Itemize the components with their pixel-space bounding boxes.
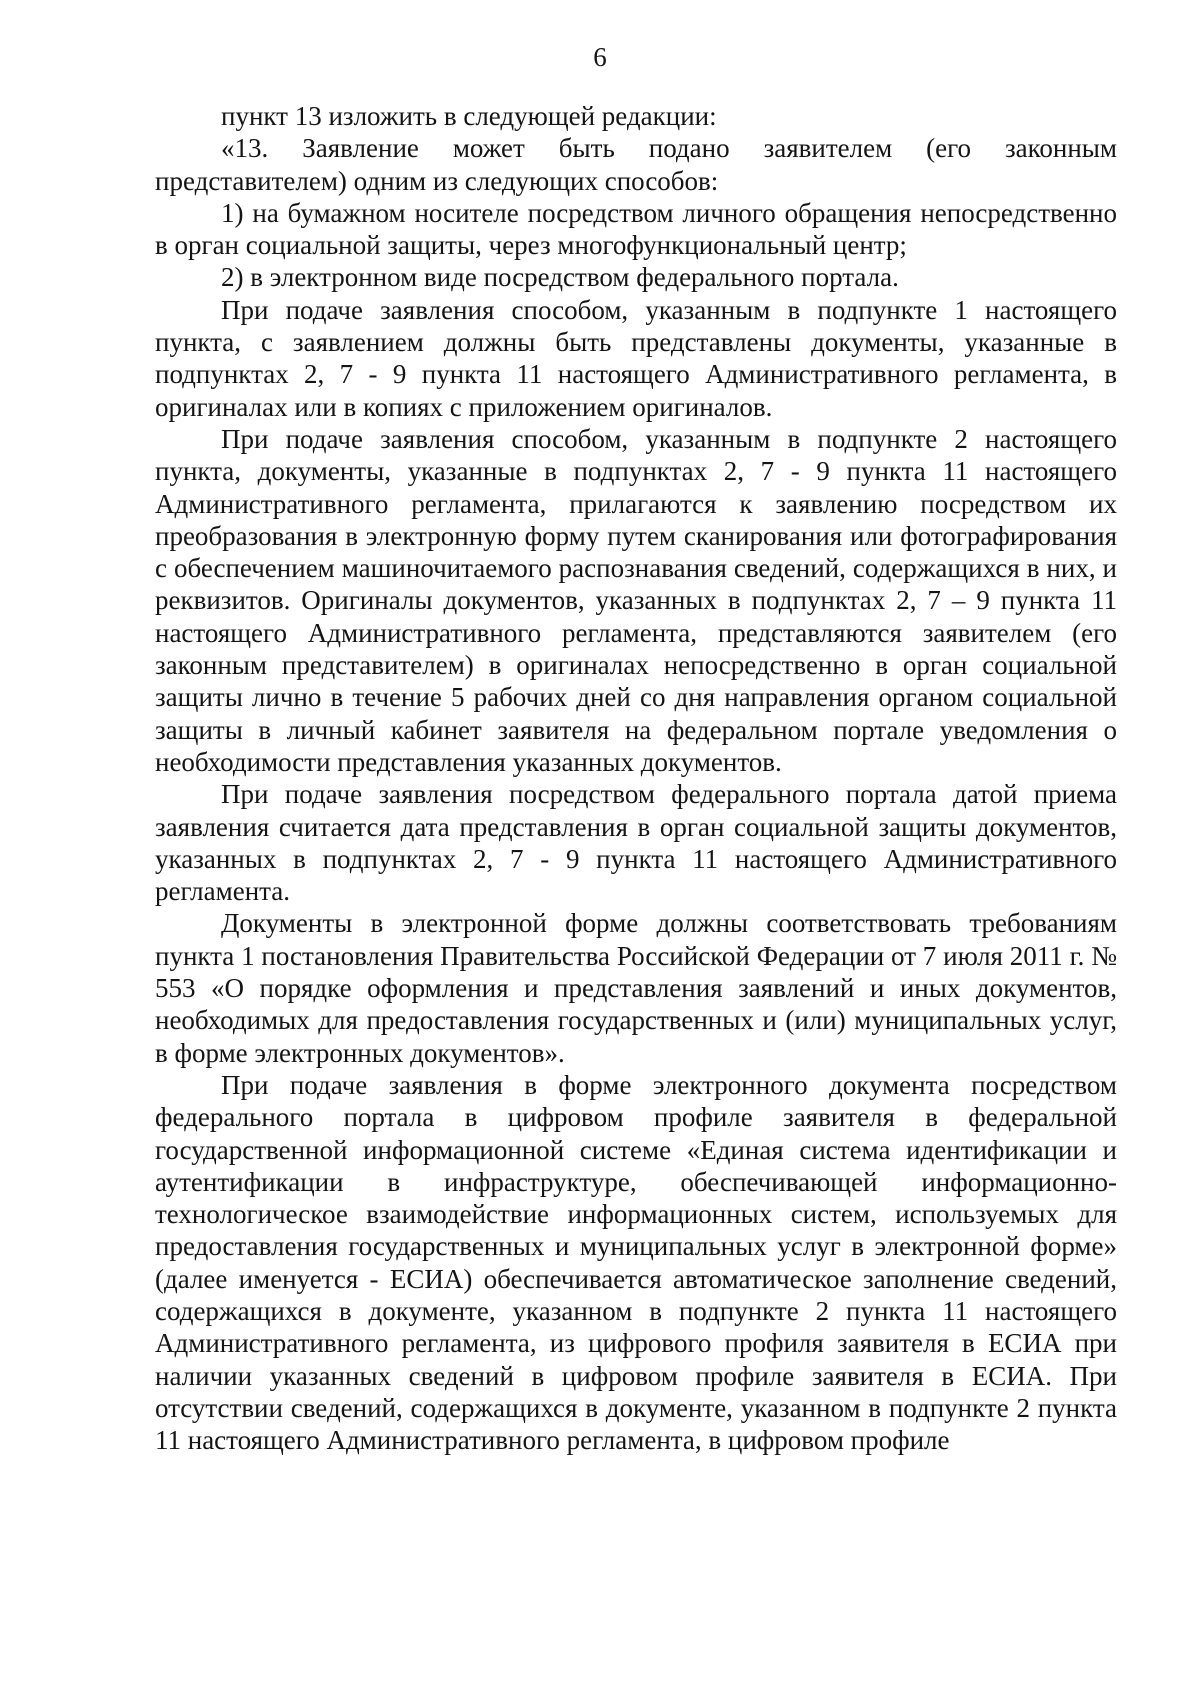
paragraph-method-1: 1) на бумажном носителе посредством личного обращения непосредственно в орган социальной защиты, через многофункциональный центр;	[155, 197, 1117, 261]
paragraph-intro: пункт 13 изложить в следующей редакции:	[221, 101, 717, 131]
page-number: 6	[593, 42, 607, 72]
paragraph-esia: При подаче заявления в форме электронного документа посредством федерального портала в цифровом профиле заявителя в федеральной государственной информационной системе «Единая система идентификации и аутентификации в инфраструктуре, обеспечивающей информационно-технологическое взаимодействие информационных систем, используемых для предоставления государственных и муниципальных услуг в электронной форме» (далее именуется - ЕСИА) обеспечивается автоматическое заполнение сведений, содержащихся в документе, указанном в подпункте 2 пункта 11 настоящего Административного регламента, из цифрового профиля заявителя в ЕСИА при наличии указанных сведений в цифровом профиле заявителя в ЕСИА. При отсутствии сведений, содержащихся в документе, указанном в подпункте 2 пункта 11 настоящего Административного регламента, в цифровом профиле	[155, 1069, 1117, 1456]
paragraph-clause-13: «13. Заявление может быть подано заявителем (его законным представителем) одним из следующих способов:	[155, 133, 1117, 196]
paragraph-method-2: 2) в электронном виде посредством федерального портала.	[221, 262, 899, 293]
paragraph-electronic-requirements: Документы в электронной форме должны соответствовать требованиям пункта 1 постановления Правительства Российской Федерации от 7 июля 2011 г. № 553 «О порядке оформления и представления заявлений и иных документов, необходимых для предоставления государственных и (или) муниципальных услуг, в форме электронных документов».	[155, 908, 1117, 1068]
paragraph-receipt-date: При подаче заявления посредством федерального портала датой приема заявления считается дата представления в орган социальной защиты документов, указанных в подпунктах 2, 7 - 9 пункта 11 настоящего Административного регламента.	[155, 779, 1117, 907]
paragraph-electronic-submission: При подаче заявления способом, указанным в подпункте 2 настоящего пункта, документы, указанные в подпунктах 2, 7 - 9 пункта 11 настоящего Административного регламента, прилагаются к заявлению посредством их преобразования в электронную форму путем сканирования или фотографирования с обеспечением машиночитаемого распознавания сведений, содержащихся в них, и реквизитов. Оригиналы документов, указанных в подпунктах 2, 7 – 9 пункта 11 настоящего Административного регламента, представляются заявителем (его законным представителем) в оригиналах непосредственно в орган социальной защиты лично в течение 5 рабочих дней со дня направления органом социальной защиты в личный кабинет заявителя на федеральном портале уведомления о необходимости представления указанных документов.	[155, 423, 1117, 777]
document-body	[155, 100, 1117, 1456]
paragraph-paper-submission: При подаче заявления способом, указанным в подпункте 1 настоящего пункта, с заявлением должны быть представлены документы, указанные в подпунктах 2, 7 - 9 пункта 11 настоящего Административного регламента, в оригиналах или в копиях с приложением оригиналов.	[155, 294, 1117, 422]
